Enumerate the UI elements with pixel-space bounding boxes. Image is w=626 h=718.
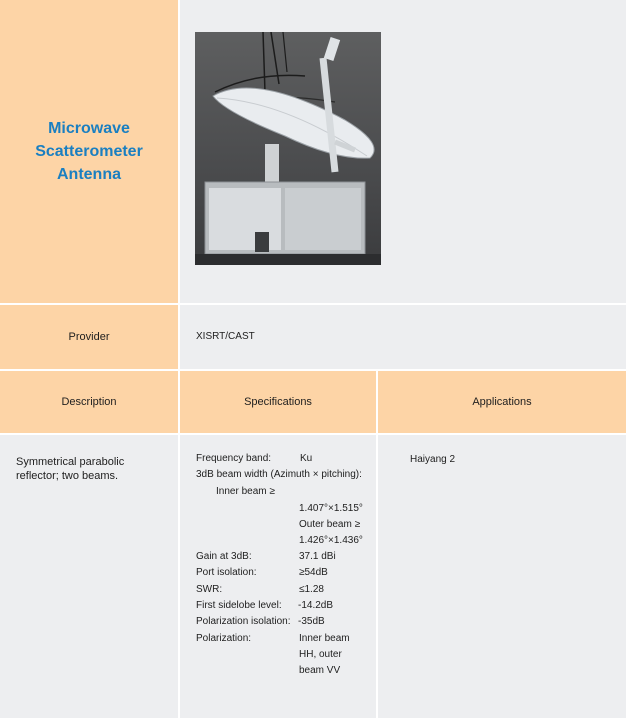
spec-polarization-value-3: beam VV (299, 665, 341, 676)
spec-sidelobe-value: -14.2dB (298, 600, 334, 611)
spec-gain-value: 37.1 dBi (299, 551, 336, 562)
specifications-cell (180, 435, 376, 718)
description-cell (0, 435, 178, 718)
description-header: Description (0, 371, 178, 433)
spec-polarization-value-1: Inner beam (299, 633, 350, 644)
spec-sidelobe-label: First sidelobe level: (196, 600, 282, 611)
provider-cell (180, 305, 626, 369)
applications-cell (378, 435, 626, 718)
specifications-header: Specifications (180, 371, 376, 433)
applications-value: Haiyang 2 (410, 454, 456, 465)
spec-swr-value: ≤1.28 (299, 584, 324, 595)
spec-polarization-label: Polarization: (196, 633, 252, 644)
spec-swr-label: SWR: (196, 584, 223, 595)
spec-port-value: ≥54dB (299, 567, 328, 578)
spec-outer-label: Outer beam ≥ (299, 519, 361, 530)
provider-label: Provider (0, 305, 178, 369)
spec-outer-value: 1.426°×1.436° (299, 535, 363, 546)
antenna-illustration (195, 32, 381, 265)
spec-beamwidth-label: 3dB beam width (Azimuth × pitching): (196, 469, 362, 480)
spec-frequency-value: Ku (300, 453, 313, 464)
spec-polarization-isolation-label: Polarization isolation: (196, 616, 291, 627)
spec-frequency-label: Frequency band: (196, 453, 272, 464)
description-text: Symmetrical parabolic reflector; two beams. (16, 456, 125, 482)
applications-header: Applications (378, 371, 626, 433)
provider-value: XISRT/CAST (196, 331, 255, 342)
antenna-photo (195, 32, 381, 265)
spec-port-label: Port isolation: (196, 567, 257, 578)
spec-polarization-value-2: HH, outer (299, 649, 342, 660)
product-title: Microwave Scatterometer Antenna (0, 0, 178, 303)
spec-gain-label: Gain at 3dB: (196, 551, 252, 562)
spec-inner-value: 1.407°×1.515° (299, 503, 363, 514)
spec-inner-label: Inner beam ≥ (216, 486, 275, 497)
spec-polarization-isolation-value: -35dB (298, 616, 325, 627)
